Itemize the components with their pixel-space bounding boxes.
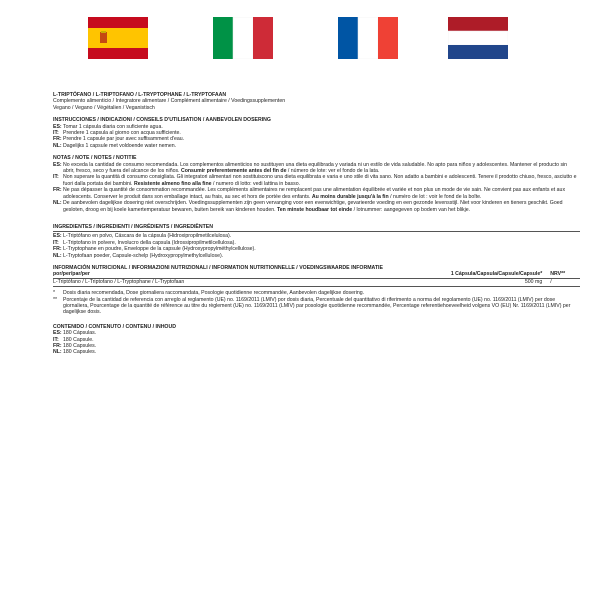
lang-code: NL: <box>53 142 62 149</box>
notes-heading: NOTAS / NOTE / NOTES / NOTITIE <box>53 155 137 162</box>
instructions-heading: INSTRUCCIONES / INDICAZIONI / CONSEILS D'UTILISATION / AANBEVOLEN DOSERING <box>53 117 271 124</box>
column-header-per: por/per/par/per <box>53 271 398 278</box>
lang-code: FR: <box>53 187 62 194</box>
contents-text: 180 Capsules. <box>63 349 97 356</box>
lang-code: ES: <box>53 123 62 130</box>
column-header-serving: 1 Cápsula/Capsula/Capsule/Capsule* <box>398 271 550 278</box>
nutrition-header-row <box>53 271 580 278</box>
lang-code: IT: <box>53 336 59 343</box>
lang-code: IT: <box>53 130 59 137</box>
ingredients-heading: INGREDIENTES / INGREDIENTI / INGRÉDIENTS / INGREDIËNTEN <box>53 223 213 230</box>
france-flag-icon <box>338 17 398 59</box>
note-tail-text: / número de lote: ver el fondo de la lata. <box>286 168 380 175</box>
lang-code: IT: <box>53 174 59 181</box>
ingredient-text: L-Triptófano en polvo, Cáscara de la cápsula (Hidroxipropilmetilcelulosa). <box>63 233 232 240</box>
instruction-text: Prendere 1 capsula al giorno con acqua sufficiente. <box>63 130 181 137</box>
note-row <box>53 200 580 213</box>
instruction-text: Tomar 1 cápsula diaria con suficiente agua. <box>63 123 163 130</box>
ingredient-text: L-Triptofano in polvere, Involucro della capsula (Idrossipropilmetilcellulosa). <box>63 239 236 246</box>
lang-code: NL: <box>53 200 62 207</box>
notes-section <box>53 155 580 213</box>
ingredient-text: L-Tryptofaan poeder, Capsule-schelp (Hydroxypropylmethylcellulose). <box>63 252 224 259</box>
table-row <box>53 278 580 285</box>
footnote-text: Porcentaje de la cantidad de referencia con arreglo al reglamento (UE) no. 1169/2011 (LMIV) por dosis diaria, Percentuale del quantitativo di riferimento a norma del regolamento (UE) no. 1169/2011 (LMIV) per dose giornaliera, Pourcentage de la quantité de référence au titre du règlement (UE) no. 1169/2011 (LMIV) par posologie quotidienne recommandée, Percentage referentiehoeveelheid volgens VO (EU) Nr. 1169/2011 (LMIV) per dagelijkse dosis. <box>63 296 571 316</box>
instruction-row <box>53 143 580 149</box>
spain-flag-icon <box>88 17 148 59</box>
contents-text: 180 Capsule. <box>63 336 94 343</box>
label-document <box>53 92 580 356</box>
lang-code: NL: <box>53 349 62 356</box>
nutrient-nrv: / <box>550 278 552 285</box>
ingredient-text: L-Tryptophane en poudre, Enveloppe de la capsule (Hydroxypropylméthylcellulose). <box>63 246 256 253</box>
note-bold-text: Consumir preferentemente antes del fin de <box>180 168 287 175</box>
note-text: No exceda la cantidad de consumo recomendada. Los complementos alimenticios no sustituyen una dieta equilibrada y variada ni un estilo de vida saludable. No apto para niños y adolescentes. Mantener el producto sin abrir, fresco, seco y fuera del alcance de los niños. <box>63 161 568 175</box>
contents-text: 180 Capsules. <box>63 343 97 349</box>
nutrition-heading: INFORMACIÓN NUTRICIONAL / INFORMAZIONI NUTRIZIONALI / INFORMATION NUTRITIONNELLE / VOEDINGSWAARDE INFORMATIE <box>53 264 383 271</box>
product-title: L-TRIPTÓFANO / L-TRIPTOFANO / L-TRYPTOPHANE / L-TRYPTOFAAN <box>53 92 227 98</box>
divider <box>53 286 580 287</box>
column-header-nrv: NRV** <box>550 271 580 278</box>
product-subtitle: Complemento alimenticio / Integratore alimentare / Complément alimentaire / Voedingssupplementen <box>53 98 286 105</box>
lang-code: ES: <box>53 161 62 168</box>
note-tail-text: / lotnummer: aangegeven op bodem van het blikje. <box>352 206 471 213</box>
nutrient-name: L-Triptófano / L-Triptofano / L-Tryptophane / L-Tryptofaan <box>53 278 185 285</box>
contents-row <box>53 349 580 355</box>
footnote <box>53 297 580 316</box>
instruction-text: Prendre 1 capsule par jour avec suffisamment d'eau. <box>63 136 185 143</box>
flag-row <box>0 17 600 61</box>
lang-code: NL: <box>53 252 62 259</box>
note-text: Non superare la quantità di consumo consigliata. Gli integratori alimentari non sostituiscono una dieta equilibrata e varia e uno stile di vita sano. Non adatto a bambini e adolescenti. Tenere il prodotto chiuso, fresco, asciutto e fuori dalla portata dei bambini. <box>63 174 577 187</box>
lang-code: FR: <box>53 136 62 143</box>
nutrition-table <box>53 271 580 285</box>
contents-section <box>53 324 580 356</box>
ingredients-section <box>53 224 580 259</box>
netherlands-flag-icon <box>448 17 508 59</box>
contents-heading: CONTENIDO / CONTENUTO / CONTENU / INHOUD <box>53 323 176 330</box>
footnote-mark: * <box>53 290 56 297</box>
note-row <box>53 162 580 175</box>
note-text: De aanbevolen dagelijkse dosering niet overschrijden. Voedingssupplementen zijn geen vervanging voor een evenwichtige, gevarieerde voeding en een gezonde levensstijl. Niet voor kinderen en tieners geschikt. Goed gesloten, droog en bij koele kamertemperatuur bewaren, buiten bereik van kinderen houden. <box>63 200 563 213</box>
note-bold-text: Resistente almeno fino alla fine <box>133 180 212 187</box>
instruction-text: Dagelijks 1 capsule met voldoende water nemen. <box>63 142 177 149</box>
note-bold-text: Ten minste houdbaar tot einde <box>277 206 353 213</box>
ingredient-row <box>53 253 580 259</box>
lang-code: ES: <box>53 330 62 337</box>
note-tail-text: / numero di lotto: vedi lattina in basso. <box>211 180 301 187</box>
contents-text: 180 Cápsulas. <box>63 330 97 337</box>
footnote-text: Dosis diaria recomendada, Dose giornaliera raccomandata, Posologie quotidienne recommandée, Aanbevolen dagelijkse dosering. <box>63 290 365 297</box>
lang-code: IT: <box>53 239 59 246</box>
note-row <box>53 187 580 200</box>
italy-flag-icon <box>213 17 273 59</box>
lang-code: FR: <box>53 343 62 349</box>
product-diet: Vegano / Vegano / Végétalien / Veganistisch <box>53 104 155 111</box>
note-bold-text: Au moins durable jusqu'à la fin <box>311 193 389 200</box>
lang-code: ES: <box>53 233 62 240</box>
instructions-section <box>53 117 580 149</box>
footnote-mark: ** <box>53 296 58 303</box>
note-tail-text: / numéro de lot : voir le fond de la boîte. <box>388 193 482 200</box>
divider <box>53 231 580 232</box>
lang-code: FR: <box>53 246 62 253</box>
nutrition-section <box>53 265 580 316</box>
nutrient-amount: 500 mg <box>524 278 543 285</box>
note-row <box>53 174 580 187</box>
note-text: Ne pas dépasser la quantité de consommation recommandée. Les compléments alimentaires ne remplacent pas une alimentation équilibrée et variée et non plus un mode de vie sain. Ne convient pas aux enfants et aux adolescents. Conserver le produit dans son emballage intact, au frais, au sec et hors de portée des enfants. <box>63 187 566 200</box>
